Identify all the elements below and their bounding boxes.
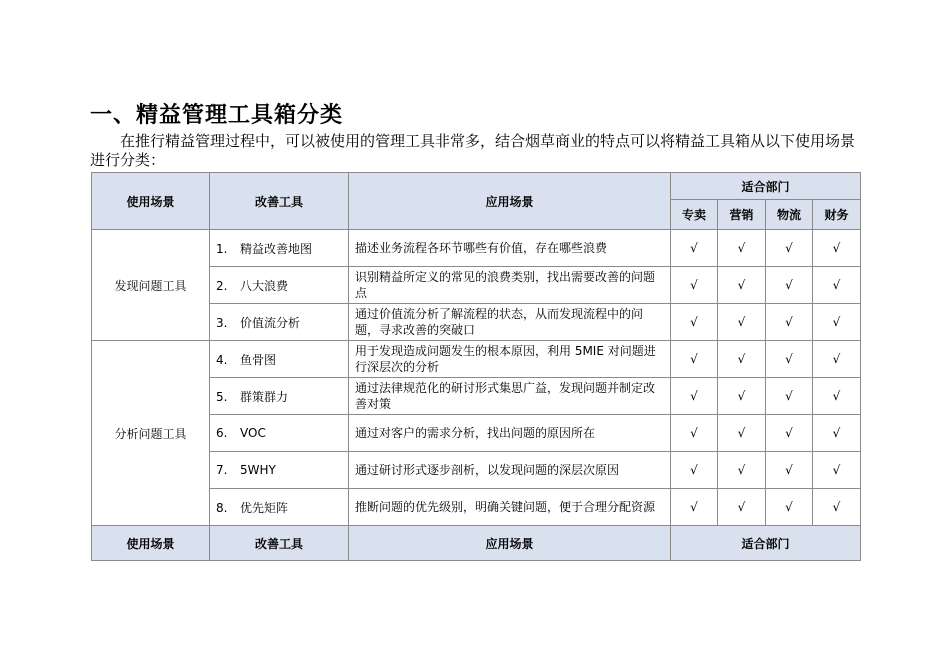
tool-number: 3. (216, 315, 228, 330)
tool-cell (210, 452, 349, 489)
check-mark: √ (671, 415, 718, 452)
usage-cell: 通过研讨形式逐步剖析，以发现问题的深层次原因 (349, 452, 671, 489)
check-mark: √ (671, 267, 718, 304)
check-mark: √ (766, 415, 813, 452)
table-row (92, 230, 861, 267)
header-dept-caiwu: 财务 (813, 200, 861, 230)
footer-header-scene: 使用场景 (92, 526, 210, 561)
check-mark: √ (671, 452, 718, 489)
check-mark: √ (671, 230, 718, 267)
tool-number: 8. (216, 500, 228, 515)
tool-number: 6. (216, 426, 228, 440)
check-mark: √ (671, 304, 718, 341)
tool-name: 鱼骨图 (240, 352, 277, 367)
check-mark: √ (813, 489, 861, 526)
tool-cell (210, 489, 349, 526)
tool-number: 2. (216, 278, 228, 293)
check-mark: √ (766, 378, 813, 415)
check-mark: √ (766, 452, 813, 489)
check-mark: √ (718, 378, 766, 415)
tool-number: 1. (216, 241, 228, 256)
toolbox-table (91, 172, 861, 561)
tool-number: 7. (216, 463, 228, 477)
tool-name: 5WHY (240, 463, 276, 477)
header-usage: 应用场景 (349, 173, 671, 230)
check-mark: √ (718, 341, 766, 378)
footer-header-depts: 适合部门 (671, 526, 861, 561)
tool-cell (210, 267, 349, 304)
footer-header-tool: 改善工具 (210, 526, 349, 561)
intro-paragraph: 在推行精益管理过程中，可以被使用的管理工具非常多，结合烟草商业的特点可以将精益工具箱从以下使用场景进行分类： (90, 132, 856, 169)
usage-cell: 识别精益所定义的常见的浪费类别，找出需要改善的问题点 (349, 267, 671, 304)
tool-name: 群策群力 (240, 389, 289, 404)
usage-cell: 通过价值流分析了解流程的状态，从而发现流程中的问题，寻求改善的突破口 (349, 304, 671, 341)
tool-cell (210, 230, 349, 267)
usage-cell: 用于发现造成问题发生的根本原因，利用 5MIE 对问题进行深层次的分析 (349, 341, 671, 378)
table-row (92, 341, 861, 378)
tool-name: 优先矩阵 (240, 500, 289, 515)
header-dept-yingxiao: 营销 (718, 200, 766, 230)
check-mark: √ (813, 378, 861, 415)
usage-cell: 通过对客户的需求分析，找出问题的原因所在 (349, 415, 671, 452)
check-mark: √ (766, 230, 813, 267)
scene-cell: 发现问题工具 (92, 230, 210, 341)
tool-number: 5. (216, 389, 228, 404)
check-mark: √ (813, 230, 861, 267)
tool-number: 4. (216, 352, 228, 367)
footer-header-usage: 应用场景 (349, 526, 671, 561)
check-mark: √ (766, 489, 813, 526)
tool-cell (210, 341, 349, 378)
check-mark: √ (718, 489, 766, 526)
check-mark: √ (671, 341, 718, 378)
usage-cell: 推断问题的优先级别，明确关键问题，便于合理分配资源 (349, 489, 671, 526)
tool-name: 价值流分析 (240, 315, 301, 330)
scene-cell: 分析问题工具 (92, 341, 210, 526)
check-mark: √ (813, 341, 861, 378)
check-mark: √ (813, 415, 861, 452)
usage-cell: 描述业务流程各环节哪些有价值，存在哪些浪费 (349, 230, 671, 267)
usage-cell: 通过法律规范化的研讨形式集思广益，发现问题并制定改善对策 (349, 378, 671, 415)
tool-cell (210, 304, 349, 341)
check-mark: √ (718, 304, 766, 341)
check-mark: √ (766, 304, 813, 341)
check-mark: √ (671, 378, 718, 415)
header-scene: 使用场景 (92, 173, 210, 230)
repeated-header-row (92, 526, 861, 561)
tool-cell (210, 378, 349, 415)
tool-name: VOC (240, 426, 266, 440)
check-mark: √ (718, 452, 766, 489)
header-dept-zhuanmai: 专卖 (671, 200, 718, 230)
check-mark: √ (766, 341, 813, 378)
header-depts: 适合部门 (671, 173, 861, 200)
tool-cell (210, 415, 349, 452)
check-mark: √ (718, 415, 766, 452)
check-mark: √ (718, 267, 766, 304)
tool-name: 精益改善地图 (240, 241, 313, 256)
check-mark: √ (718, 230, 766, 267)
tool-name: 八大浪费 (240, 278, 289, 293)
header-dept-wuliu: 物流 (766, 200, 813, 230)
section-title: 一、精益管理工具箱分类 (90, 103, 344, 128)
header-tool: 改善工具 (210, 173, 349, 230)
check-mark: √ (813, 452, 861, 489)
check-mark: √ (813, 267, 861, 304)
check-mark: √ (671, 489, 718, 526)
check-mark: √ (766, 267, 813, 304)
check-mark: √ (813, 304, 861, 341)
